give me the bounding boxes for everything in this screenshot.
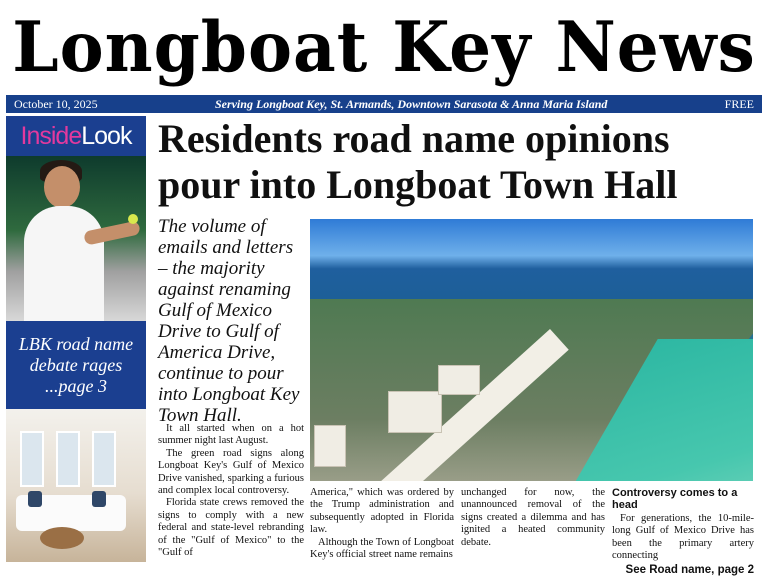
paragraph: It all started when on a hot summer night last August. — [158, 423, 304, 447]
paragraph: America," which was ordered by the Trump administration and subsequently adopted in Florida law. — [310, 487, 454, 536]
road-debate-promo[interactable] — [6, 321, 146, 409]
inside-look-logo-part1: Inside — [20, 121, 82, 150]
masthead-title: Longboat Key News — [12, 6, 756, 88]
masthead — [0, 0, 768, 94]
coffee-table — [40, 527, 84, 549]
interior-room-photo — [6, 409, 146, 562]
date-banner — [6, 95, 762, 113]
paragraph: The green road signs along Longboat Key's Gulf of Mexico Drive vanished, sparking a furious and complex local controversy. — [158, 447, 304, 497]
article-column-1 — [158, 423, 304, 559]
article-subhead: Controversy comes to a head — [612, 487, 738, 512]
paragraph: Although the Town of Longboat Key's official street name remains — [310, 536, 454, 561]
tennis-ball — [128, 214, 138, 224]
room-window — [20, 431, 44, 487]
aerial-island-photo — [310, 219, 753, 481]
promo-text: LBK road name debate rages ...page 3 — [18, 333, 134, 396]
tennis-player-photo — [6, 156, 146, 321]
price-label: FREE — [724, 96, 754, 111]
article-column-2 — [310, 487, 454, 561]
player-body — [24, 206, 104, 321]
photo-building — [438, 365, 480, 395]
coverage-tagline: Serving Longboat Key, St. Armands, Downtown Sarasota & Anna Maria Island — [214, 96, 608, 111]
inside-look-logo-part2: Look — [81, 121, 132, 150]
article-deck: The volume of emails and letters – the majority against renaming Gulf of Mexico Drive to Gulf of America Drive, continue to pour into Longboat Key Town Hall. — [158, 216, 300, 426]
jump-link[interactable]: See Road name, page 2 — [625, 564, 754, 577]
player-head — [44, 166, 80, 208]
photo-building — [388, 391, 442, 433]
issue-date: October 10, 2025 — [14, 96, 98, 111]
paragraph: For generations, the 10-mile-long Gulf of Mexico Drive has been the primary artery connecting — [612, 512, 754, 562]
room-window — [56, 431, 80, 487]
sofa-pillow — [28, 491, 42, 507]
photo-building — [314, 425, 346, 467]
main-headline: Residents road name opinions pour into Longboat Town Hall — [158, 116, 678, 207]
room-window — [92, 431, 116, 487]
article-column-3 — [461, 487, 605, 549]
inside-look-sidebar — [6, 116, 146, 562]
paragraph: unchanged for now, the unannounced removal of the signs created a dilemma and has ignited a heated community debate. — [461, 487, 605, 548]
article-column-4 — [612, 487, 754, 577]
paragraph: Florida state crews removed the signs to comply with a new federal and state-level rebranding of the "Gulf of Mexico" to the "Gulf of — [158, 497, 304, 559]
sofa-pillow — [92, 491, 106, 507]
inside-look-logo — [6, 116, 146, 156]
